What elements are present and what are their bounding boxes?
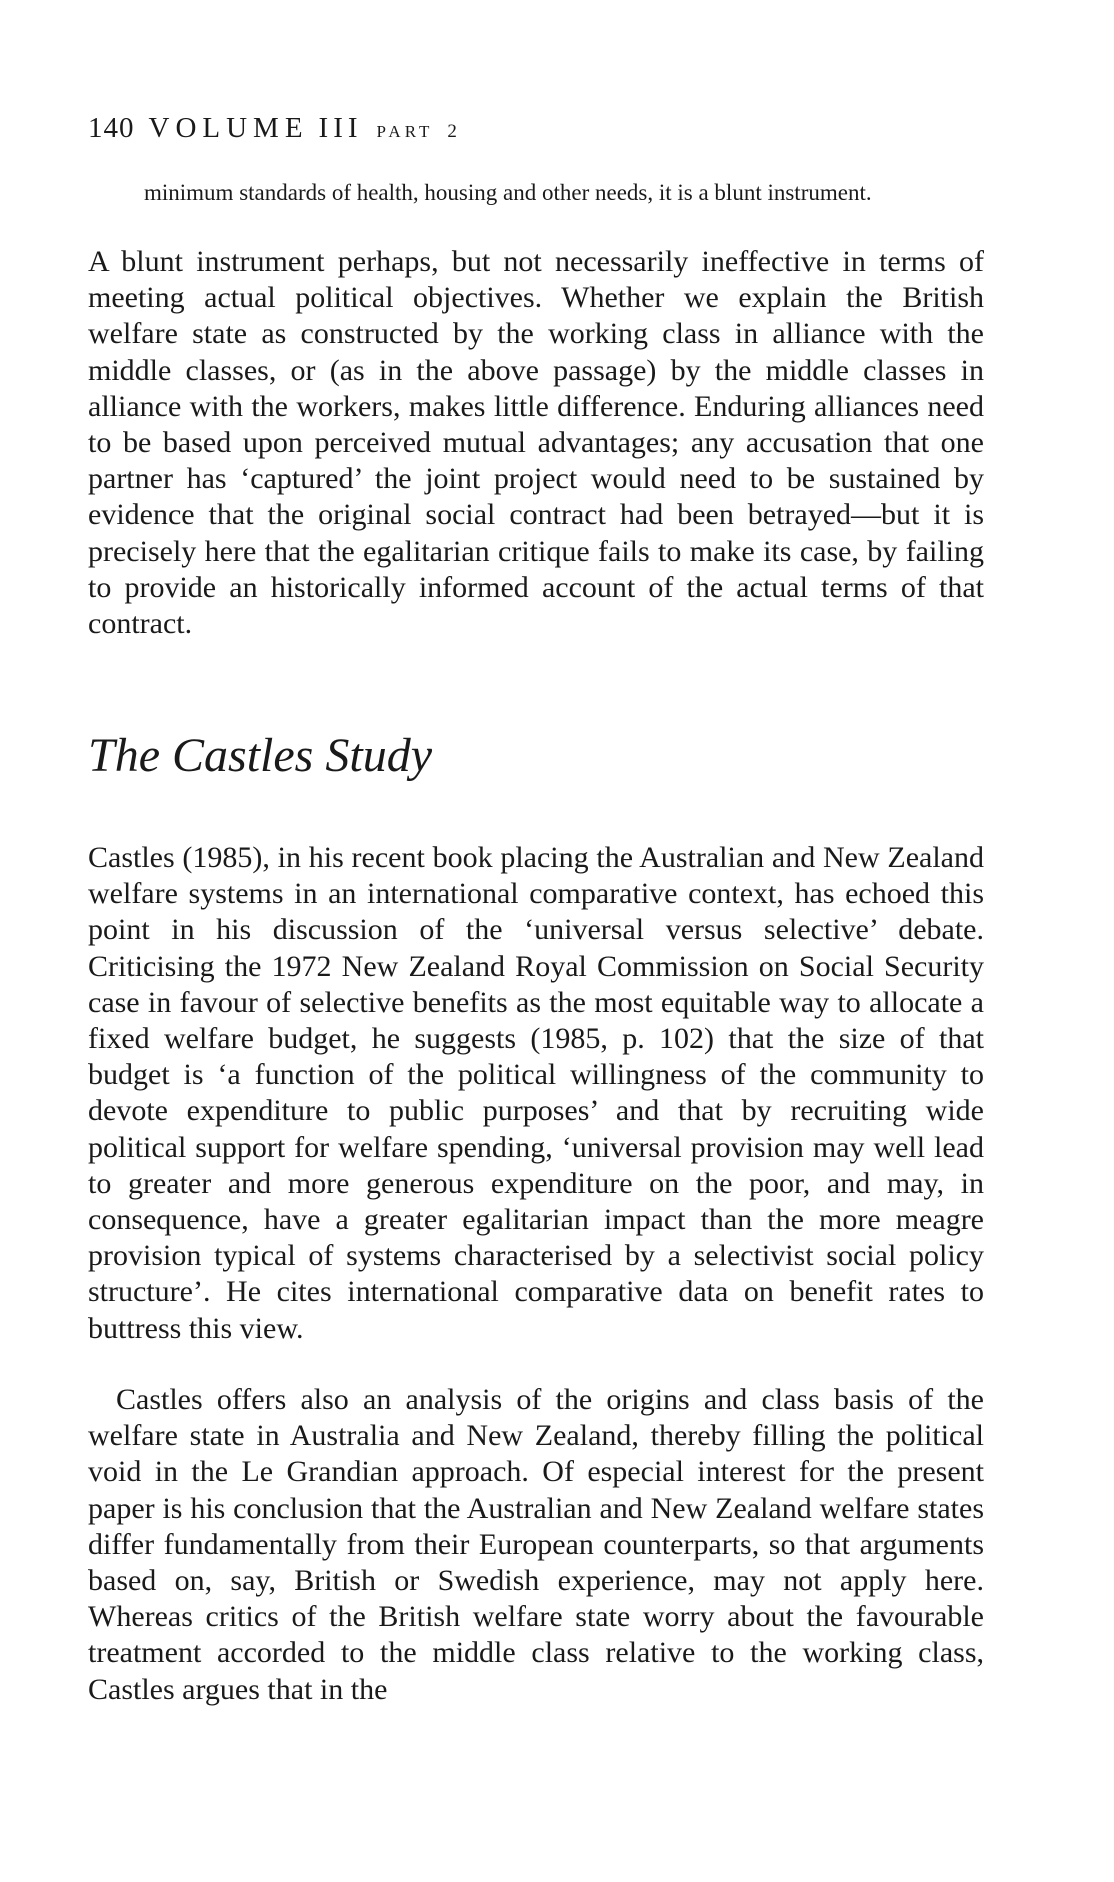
volume-number: III (318, 112, 363, 144)
paragraph-1: A blunt instrument perhaps, but not necessarily ineffective in terms of meeting actual political objectives. Whether we explain the British welfare state as constructed by the working class in alliance with the middle classes, or (as in the above passage) by the middle classes in alliance with the workers, makes little difference. Enduring alliances need to be based upon perceived mutual advantages; any accusation that one partner has ‘captured’ the joint project would need to be sustained by evidence that the original social contract had been betrayed—but it is precisely here that the egalitarian critique fails to make its case, by failing to provide an historically informed account of the actual terms of that contract. (88, 245, 984, 641)
block-quote: minimum standards of health, housing and other needs, it is a blunt instrument. (144, 180, 872, 205)
part-number: 2 (447, 121, 458, 142)
page-number: 140 (88, 112, 135, 144)
section-heading: The Castles Study (88, 729, 432, 782)
volume-label: VOLUME (148, 112, 309, 144)
part-label: PART (376, 122, 434, 141)
paragraph-3: Castles offers also an analysis of the origins and class basis of the welfare state in Australia and New Zealand, thereby filling the political void in the Le Grandian approach. Of especial interest for the present paper is his conclusion that the Australian and New Zealand welfare states differ fundamentally from their European counterparts, so that arguments based on, say, British or Swedish experience, may not apply here. Whereas critics of the British welfare state worry about the favourable treatment accorded to the middle class relative to the working class, Castles argues that in the (88, 1383, 984, 1706)
running-head (88, 112, 458, 145)
paragraph-2: Castles (1985), in his recent book placing the Australian and New Zealand welfare systems in an international comparative context, has echoed this point in his discussion of the ‘universal versus selective’ debate. Criticising the 1972 New Zealand Royal Commission on Social Security case in favour of selective benefits as the most equitable way to allocate a fixed welfare budget, he suggests (1985, p. 102) that the size of that budget is ‘a function of the political willingness of the community to devote expenditure to public purposes’ and that by recruiting wide political support for welfare spending, ‘universal provision may well lead to greater and more generous expenditure on the poor, and may, in consequence, have a greater egalitarian impact than the more meagre provision typical of systems characterised by a selectivist social policy structure’. He cites international comparative data on benefit rates to buttress this view. (88, 841, 984, 1345)
